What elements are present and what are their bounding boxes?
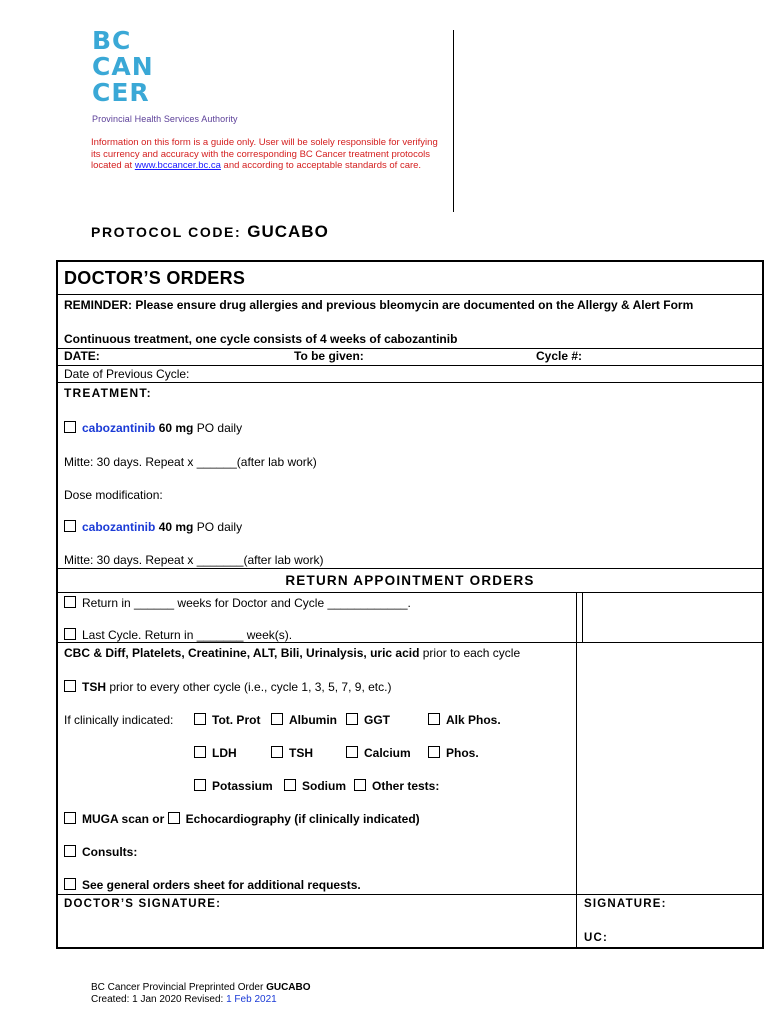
test-phos: Phos. xyxy=(428,746,479,760)
column-divider xyxy=(576,894,577,949)
return-in-text: Return in ______ weeks for Doctor and Cycle ____________. xyxy=(82,596,411,610)
to-be-given-label[interactable]: To be given: xyxy=(294,349,364,363)
divider xyxy=(58,294,762,295)
test-checkbox[interactable] xyxy=(428,746,440,758)
previous-cycle-label[interactable]: Date of Previous Cycle: xyxy=(64,367,190,381)
dose-modification-label: Dose modification: xyxy=(64,488,163,502)
test-checkbox[interactable] xyxy=(284,779,296,791)
footer-protocol-code: GUCABO xyxy=(266,982,311,993)
drug1-checkbox[interactable] xyxy=(64,421,76,433)
bccancer-link[interactable]: www.bccancer.bc.ca xyxy=(134,160,221,171)
reminder-text: REMINDER: Please ensure drug allergies and previous bleomycin are documented on the Allergy & Alert Form xyxy=(64,298,694,312)
bc-cancer-logo xyxy=(92,28,252,106)
logo-line-1: BC xyxy=(92,26,132,55)
test-checkbox[interactable] xyxy=(354,779,366,791)
consults-checkbox[interactable] xyxy=(64,845,76,857)
footer-line-1: BC Cancer Provincial Preprinted Order GUCABO xyxy=(91,982,311,993)
general-orders-checkbox[interactable] xyxy=(64,878,76,890)
muga-checkbox[interactable] xyxy=(64,812,76,824)
test-tsh: TSH xyxy=(271,746,313,760)
test-ggt: GGT xyxy=(346,713,390,727)
test-checkbox[interactable] xyxy=(194,779,206,791)
divider xyxy=(58,592,762,593)
if-clinically-indicated-label: If clinically indicated: xyxy=(64,713,174,727)
muga-label: MUGA scan or xyxy=(82,812,165,826)
drug1-route: PO daily xyxy=(196,421,243,435)
test-checkbox[interactable] xyxy=(194,713,206,725)
test-checkbox[interactable] xyxy=(194,746,206,758)
consults-row xyxy=(64,845,137,859)
signature-label[interactable]: SIGNATURE: xyxy=(584,898,667,910)
cycle-info: Continuous treatment, one cycle consists of 4 weeks of cabozantinib xyxy=(64,332,458,346)
footer-line-2: Created: 1 Jan 2020 Revised: 1 Feb 2021 xyxy=(91,994,277,1005)
test-checkbox[interactable] xyxy=(346,713,358,725)
test-checkbox[interactable] xyxy=(271,713,283,725)
drug1-row xyxy=(64,421,242,435)
test-tot-prot: Tot. Prot xyxy=(194,713,260,727)
last-cycle-row xyxy=(64,628,292,642)
test-albumin: Albumin xyxy=(271,713,337,727)
test-other: Other tests: xyxy=(354,779,439,793)
footer-revised-date: 1 Feb 2021 xyxy=(226,994,277,1005)
divider xyxy=(58,642,762,643)
divider xyxy=(58,568,762,569)
last-cycle-text: Last Cycle. Return in _______ week(s). xyxy=(82,628,293,642)
column-divider xyxy=(582,592,583,642)
test-calcium: Calcium xyxy=(346,746,411,760)
form-title: DOCTOR’S ORDERS xyxy=(64,268,246,288)
consults-label: Consults: xyxy=(82,845,138,859)
doctors-orders-form xyxy=(56,260,764,949)
return-in-row xyxy=(64,596,411,610)
echo-checkbox[interactable] xyxy=(168,812,180,824)
tsh-timing: prior to every other cycle (i.e., cycle 1, 3, 5, 7, 9, etc.) xyxy=(106,680,392,694)
drug1-name: cabozantinib xyxy=(82,421,156,435)
logo-line-3: CER xyxy=(92,78,150,107)
test-alk-phos: Alk Phos. xyxy=(428,713,501,727)
general-orders-row xyxy=(64,878,361,892)
test-checkbox[interactable] xyxy=(428,713,440,725)
tsh-label: TSH xyxy=(82,680,106,694)
labs-row xyxy=(64,646,520,660)
protocol-code xyxy=(91,222,329,242)
date-label[interactable]: DATE: xyxy=(64,349,100,363)
echo-label: Echocardiography (if clinically indicated) xyxy=(185,812,420,826)
test-ldh: LDH xyxy=(194,746,237,760)
test-checkbox[interactable] xyxy=(271,746,283,758)
treatment-heading: TREATMENT: xyxy=(64,386,152,400)
divider xyxy=(58,348,762,349)
muga-echo-row xyxy=(64,812,420,826)
column-divider xyxy=(576,592,577,642)
footer xyxy=(91,982,311,1006)
header-divider xyxy=(453,30,454,212)
protocol-code-value: GUCABO xyxy=(247,222,329,241)
drug2-name: cabozantinib xyxy=(82,520,156,534)
cycle-number-label[interactable]: Cycle #: xyxy=(536,349,583,363)
logo-line-2: CAN xyxy=(92,52,154,81)
general-orders-label: See general orders sheet for additional requests. xyxy=(82,878,361,892)
column-divider xyxy=(576,642,577,895)
labs-list: CBC & Diff, Platelets, Creatinine, ALT, Bili, Urinalysis, uric acid xyxy=(64,646,420,660)
uc-label[interactable]: UC: xyxy=(584,932,609,944)
return-appointment-heading: RETURN APPOINTMENT ORDERS xyxy=(285,573,535,588)
disclaimer-text-before: Information on this form is a guide only. User will be solely responsible for verifying its currency and accuracy with the corresponding BC Cancer treatment protocols located at xyxy=(91,137,438,171)
logo-subtitle: Provincial Health Services Authority xyxy=(92,114,238,124)
drug2-dose: 40 mg xyxy=(158,520,194,534)
test-sodium: Sodium xyxy=(284,779,346,793)
test-checkbox[interactable] xyxy=(346,746,358,758)
drug1-dose: 60 mg xyxy=(158,421,194,435)
doctor-signature-label[interactable]: DOCTOR’S SIGNATURE: xyxy=(64,898,222,910)
protocol-label: PROTOCOL CODE: xyxy=(91,224,242,240)
tsh-checkbox[interactable] xyxy=(64,680,76,692)
test-potassium: Potassium xyxy=(194,779,273,793)
tsh-row xyxy=(64,680,391,694)
drug2-row xyxy=(64,520,242,534)
disclaimer xyxy=(91,137,441,172)
mitte2: Mitte: 30 days. Repeat x _______(after lab work) xyxy=(64,553,324,567)
mitte1: Mitte: 30 days. Repeat x ______(after lab work) xyxy=(64,455,317,469)
labs-timing: prior to each cycle xyxy=(419,646,521,660)
drug2-route: PO daily xyxy=(196,520,243,534)
drug2-checkbox[interactable] xyxy=(64,520,76,532)
divider xyxy=(58,382,762,383)
return-in-checkbox[interactable] xyxy=(64,596,76,608)
divider xyxy=(58,365,762,366)
last-cycle-checkbox[interactable] xyxy=(64,628,76,640)
disclaimer-text-after: and according to acceptable standards of care. xyxy=(220,160,422,171)
divider xyxy=(58,894,762,895)
